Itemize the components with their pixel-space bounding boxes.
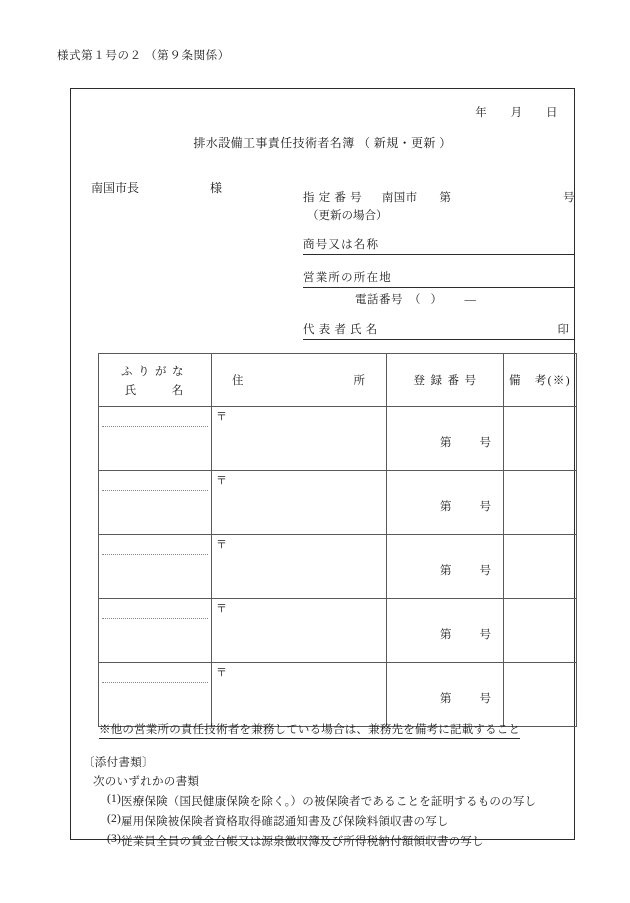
cell-remarks[interactable]: [504, 407, 577, 471]
furigana-divider: [102, 490, 208, 491]
registration-number-placeholder: 第 号: [440, 437, 491, 449]
cell-remarks[interactable]: [504, 471, 577, 535]
addressee-honorific: 様: [210, 181, 223, 195]
registration-number-placeholder: 第 号: [440, 565, 491, 577]
registration-number-placeholder: 第 号: [440, 629, 491, 641]
designation-go-label: 号: [563, 192, 575, 204]
cell-name[interactable]: [99, 471, 212, 535]
cell-remarks[interactable]: [504, 663, 577, 727]
table-row: [99, 407, 577, 471]
cell-name[interactable]: [99, 407, 212, 471]
column-header-remarks: 備 考(※): [504, 354, 577, 407]
form-frame: [70, 88, 575, 848]
postal-mark-icon: 〒: [216, 603, 227, 615]
cell-registration-number[interactable]: [387, 407, 504, 471]
designation-note: （更新の場合）: [307, 210, 388, 222]
cell-name[interactable]: [99, 599, 212, 663]
table-row: [99, 535, 577, 599]
roster-table-body: [99, 407, 577, 727]
attachment-item-text: 雇用保険被保険者資格取得確認通知書及び保険料領収書の写し: [121, 816, 449, 828]
designation-city: 南国市: [381, 192, 418, 204]
furigana-divider: [102, 554, 208, 555]
cell-remarks[interactable]: [504, 599, 577, 663]
roster-table: [98, 353, 577, 727]
cell-registration-number[interactable]: [387, 471, 504, 535]
table-header-row: [99, 354, 577, 407]
postal-mark-icon: 〒: [216, 411, 227, 423]
furigana-divider: [102, 682, 208, 683]
office-address-label: 営業所の所在地: [303, 272, 392, 284]
cell-remarks[interactable]: [504, 535, 577, 599]
table-footnote: ※他の営業所の責任技術者を兼務している場合は、兼務先を備考に記載すること: [99, 721, 520, 739]
office-address-field[interactable]: [303, 269, 575, 288]
date-year-label: 年: [475, 107, 488, 119]
telephone-dash: —: [464, 294, 477, 306]
designation-label: 指定番号: [303, 192, 366, 204]
attachments-heading: 〔添付書類〕: [83, 757, 154, 769]
attachment-item-text: 医療保険（国民健康保険を除く。）の被保険者であることを証明するものの写し: [121, 796, 537, 808]
representative-name-label: 代表者氏名: [303, 324, 382, 336]
cell-address[interactable]: [212, 599, 387, 663]
telephone-field[interactable]: [355, 291, 575, 307]
attachment-item-number: (1): [107, 793, 122, 805]
representative-name-field[interactable]: [303, 321, 575, 340]
telephone-open-paren: （: [409, 294, 431, 306]
furigana-divider: [102, 618, 208, 619]
attachment-item: [83, 793, 536, 809]
date-line: [475, 104, 558, 120]
cell-name[interactable]: [99, 535, 212, 599]
form-number: 様式第１号の２ （第９条関係）: [57, 50, 230, 62]
postal-mark-icon: 〒: [216, 475, 227, 487]
column-header-address: 住 所: [212, 354, 387, 407]
registration-number-placeholder: 第 号: [440, 501, 491, 513]
attachment-item-number: (3): [107, 833, 122, 845]
cell-address[interactable]: [212, 535, 387, 599]
table-row: [99, 663, 577, 727]
addressee-recipient: 南国市長: [91, 181, 140, 195]
attachments-subheading: 次のいずれかの書類: [93, 776, 200, 788]
addressee: [91, 179, 222, 196]
registration-number-placeholder: 第 号: [440, 693, 491, 705]
cell-name[interactable]: [99, 663, 212, 727]
column-header-registration: 登録番号: [387, 354, 504, 407]
cell-registration-number[interactable]: [387, 535, 504, 599]
attachment-item: [83, 833, 536, 849]
table-row: [99, 599, 577, 663]
table-row: [99, 471, 577, 535]
furigana-divider: [102, 426, 208, 427]
attachment-item-number: (2): [107, 813, 122, 825]
cell-address[interactable]: [212, 471, 387, 535]
cell-address[interactable]: [212, 407, 387, 471]
postal-mark-icon: 〒: [216, 539, 227, 551]
cell-registration-number[interactable]: [387, 663, 504, 727]
telephone-label: 電話番号: [355, 294, 403, 306]
seal-mark-icon: 印: [557, 324, 569, 336]
cell-registration-number[interactable]: [387, 599, 504, 663]
column-header-name: ふりがな 氏 名: [99, 354, 212, 407]
trade-name-field[interactable]: [303, 236, 575, 255]
date-day-label: 日: [546, 107, 558, 119]
date-month-label: 月: [510, 107, 523, 119]
trade-name-label: 商号又は名称: [303, 239, 380, 251]
designation-dai-label: 第: [439, 192, 452, 204]
attachment-item: [83, 813, 536, 829]
designation-number-row: [303, 189, 575, 205]
postal-mark-icon: 〒: [216, 667, 227, 679]
telephone-close-paren: ）: [430, 294, 443, 306]
attachments-list: [83, 793, 536, 849]
page-title: 排水設備工事責任技術者名簿 （ 新規・更新 ）: [193, 136, 452, 150]
cell-address[interactable]: [212, 663, 387, 727]
attachments-section: [83, 754, 536, 849]
attachment-item-text: 従業員全員の賃金台帳又は源泉徴収簿及び所得税納付額領収書の写し: [121, 836, 484, 848]
applicant-block: [303, 189, 575, 340]
